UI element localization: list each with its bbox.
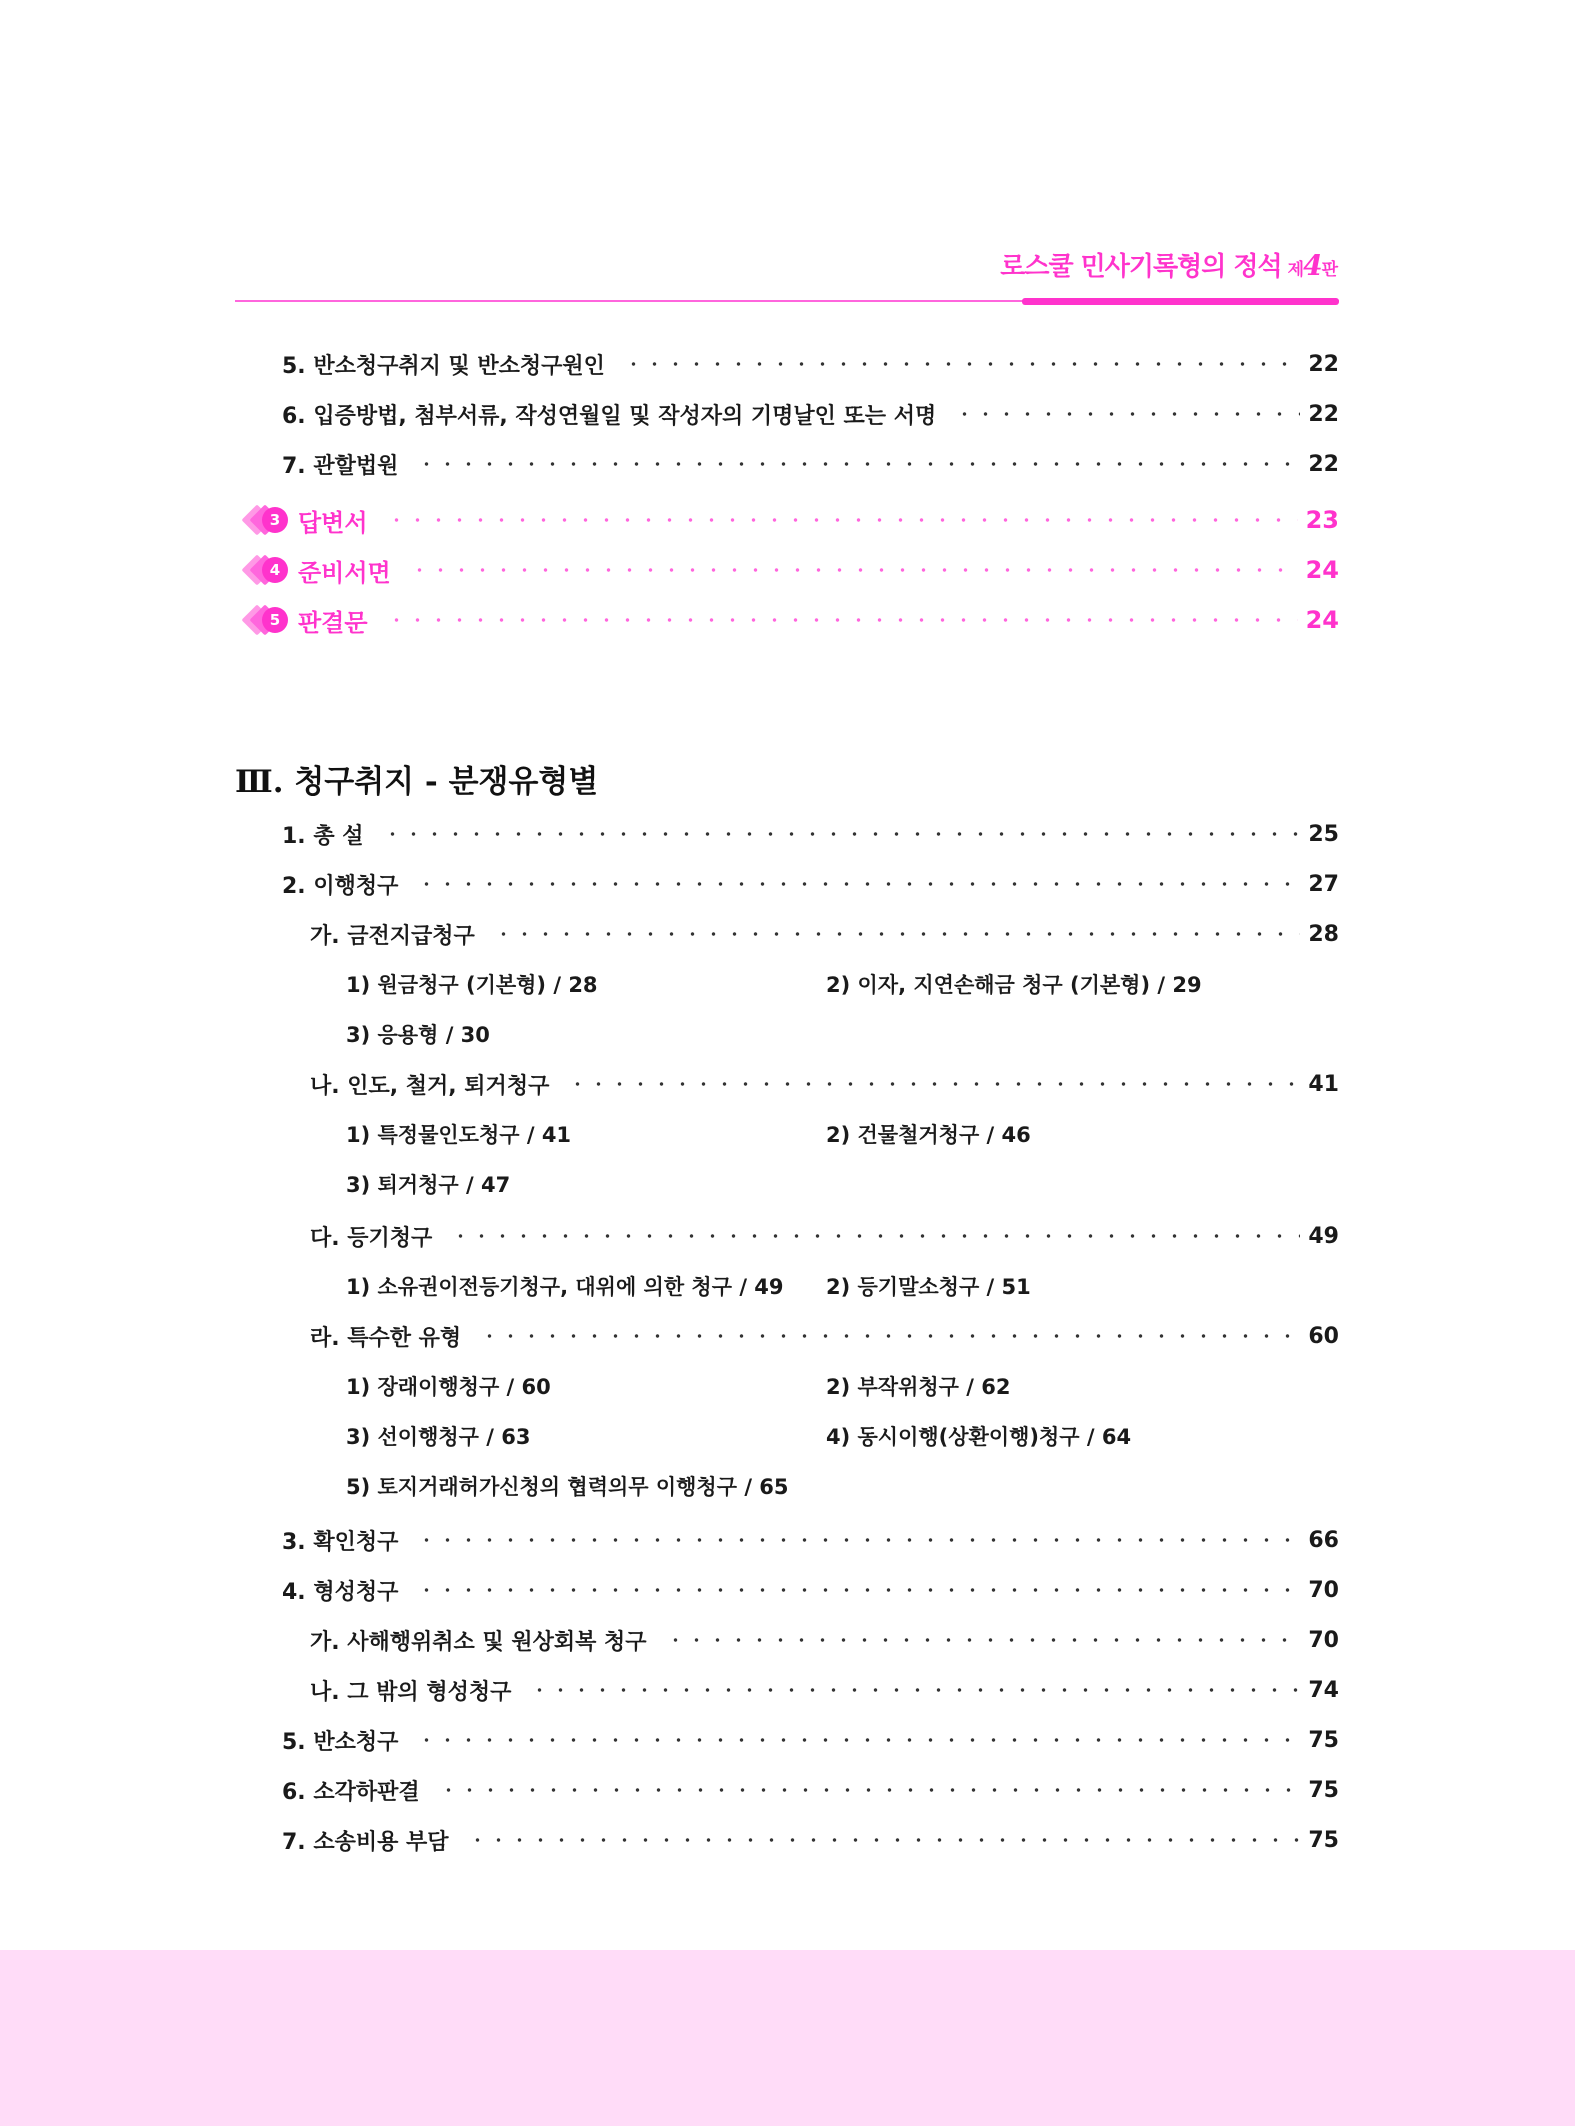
toc-entry-label: 가. 사해행위취소 및 원상회복 청구 [310, 1629, 647, 1655]
dot-leader [386, 618, 1298, 622]
toc-entry-label: 나. 인도, 철거, 퇴거청구 [310, 1073, 550, 1099]
dot-leader [416, 1538, 1300, 1542]
toc-sub-item[interactable]: 2) 이자, 지연손해금 청구 (기본형) / 29 [826, 973, 1202, 997]
toc-entry-label: 5. 반소청구취지 및 반소청구원인 [282, 353, 605, 379]
toc-entry[interactable] [282, 346, 1339, 382]
header-rule-accent [1022, 298, 1339, 305]
dot-leader [386, 518, 1298, 522]
section-number-badge-icon: 4 [240, 555, 292, 585]
toc-entry-page: 70 [1308, 1627, 1339, 1653]
edition-label: 제4판 [1287, 249, 1337, 282]
toc-section-page: 24 [1305, 556, 1339, 584]
toc-entry-label: 라. 특수한 유형 [310, 1325, 462, 1351]
toc-sub-item[interactable]: 3) 응용형 / 30 [346, 1023, 490, 1047]
toc-entry[interactable] [310, 1318, 1339, 1354]
section-heading: Ⅲ. 청구취지 - 분쟁유형별 [235, 764, 599, 800]
toc-entry-label: 7. 소송비용 부담 [282, 1829, 449, 1855]
dot-leader [623, 362, 1300, 366]
toc-entry-page: 66 [1308, 1527, 1339, 1553]
toc-entry[interactable] [282, 866, 1339, 902]
toc-sub-item[interactable]: 1) 특정물인도청구 / 41 [346, 1123, 572, 1147]
toc-sub-item[interactable]: 1) 장래이행청구 / 60 [346, 1375, 551, 1399]
toc-entry-label: 5. 반소청구 [282, 1729, 399, 1755]
toc-sub-item[interactable]: 2) 건물철거청구 / 46 [826, 1123, 1031, 1147]
toc-entry[interactable] [282, 446, 1339, 482]
section-number-badge-icon: 3 [240, 505, 292, 535]
dot-leader [567, 1082, 1300, 1086]
toc-entry-label: 7. 관할법원 [282, 453, 399, 479]
toc-entry[interactable] [282, 396, 1339, 432]
toc-entry[interactable] [282, 1722, 1339, 1758]
toc-entry-page: 22 [1308, 401, 1339, 427]
toc-sub-item[interactable]: 3) 퇴거청구 / 47 [346, 1173, 511, 1197]
toc-entry-label: 6. 입증방법, 첨부서류, 작성연월일 및 작성자의 기명날인 또는 서명 [282, 403, 937, 429]
toc-entry[interactable] [310, 1066, 1339, 1102]
toc-entry[interactable] [310, 1672, 1339, 1708]
toc-section-entry[interactable] [240, 602, 1339, 638]
book-title [1000, 246, 1337, 283]
toc-entry-label: 다. 등기청구 [310, 1225, 433, 1251]
dot-leader [438, 1788, 1301, 1792]
toc-entry-label: 6. 소각하판결 [282, 1779, 420, 1805]
toc-entry[interactable] [282, 1522, 1339, 1558]
footer-band [0, 1950, 1575, 2126]
toc-entry-label: 나. 그 밖의 형성청구 [310, 1679, 512, 1705]
toc-sub-item[interactable]: 2) 등기말소청구 / 51 [826, 1275, 1031, 1299]
section-number-badge-icon: 5 [240, 605, 292, 635]
dot-leader [382, 832, 1301, 836]
toc-entry-page: 28 [1308, 921, 1339, 947]
toc-sub-item[interactable]: 2) 부작위청구 / 62 [826, 1375, 1011, 1399]
dot-leader [416, 1738, 1300, 1742]
toc-sub-item[interactable]: 4) 동시이행(상환이행)청구 / 64 [826, 1425, 1132, 1449]
toc-sub-item[interactable]: 5) 토지거래허가신청의 협력의무 이행청구 / 65 [346, 1475, 789, 1499]
toc-entry-page: 49 [1308, 1223, 1339, 1249]
toc-entry[interactable] [310, 1622, 1339, 1658]
toc-entry-page: 22 [1308, 351, 1339, 377]
toc-entry[interactable] [282, 1572, 1339, 1608]
dot-leader [665, 1638, 1301, 1642]
toc-entry-label: 가. 금전지급청구 [310, 923, 475, 949]
toc-entry-page: 74 [1308, 1677, 1339, 1703]
toc-entry[interactable] [282, 1822, 1339, 1858]
toc-section-label: 답변서 [298, 508, 368, 537]
toc-entry-label: 2. 이행청구 [282, 873, 399, 899]
toc-entry-label: 3. 확인청구 [282, 1529, 399, 1555]
dot-leader [416, 462, 1300, 466]
toc-entry-page: 75 [1308, 1827, 1339, 1853]
toc-entry-page: 22 [1308, 451, 1339, 477]
toc-entry-page: 25 [1308, 821, 1339, 847]
dot-leader [493, 932, 1301, 936]
toc-section-page: 24 [1305, 606, 1339, 634]
toc-entry-page: 41 [1308, 1071, 1339, 1097]
toc-entry-page: 70 [1308, 1577, 1339, 1603]
toc-section-page: 23 [1305, 506, 1339, 534]
dot-leader [479, 1334, 1300, 1338]
toc-section-label: 판결문 [298, 608, 368, 637]
toc-entry-page: 75 [1308, 1727, 1339, 1753]
toc-section-label: 준비서면 [298, 558, 391, 587]
dot-leader [409, 568, 1298, 572]
dot-leader [954, 412, 1300, 416]
dot-leader [416, 882, 1300, 886]
toc-entry-page: 27 [1308, 871, 1339, 897]
toc-section-entry[interactable] [240, 502, 1339, 538]
toc-entry[interactable] [310, 916, 1339, 952]
toc-sub-item[interactable]: 1) 원금청구 (기본형) / 28 [346, 973, 598, 997]
toc-sub-item[interactable]: 1) 소유권이전등기청구, 대위에 의한 청구 / 49 [346, 1275, 784, 1299]
toc-entry-page: 75 [1308, 1777, 1339, 1803]
dot-leader [529, 1688, 1300, 1692]
toc-sub-item[interactable]: 3) 선이행청구 / 63 [346, 1425, 531, 1449]
toc-entry-label: 1. 총 설 [282, 823, 364, 849]
toc-entry[interactable] [282, 1772, 1339, 1808]
toc-section-entry[interactable] [240, 552, 1339, 588]
toc-entry-page: 60 [1308, 1323, 1339, 1349]
toc-entry[interactable] [282, 816, 1339, 852]
toc-entry[interactable] [310, 1218, 1339, 1254]
dot-leader [467, 1838, 1301, 1842]
dot-leader [416, 1588, 1300, 1592]
dot-leader [450, 1234, 1300, 1238]
toc-entry-label: 4. 형성청구 [282, 1579, 399, 1605]
book-title-text: 로스쿨 민사기록형의 정석 [1000, 252, 1282, 282]
